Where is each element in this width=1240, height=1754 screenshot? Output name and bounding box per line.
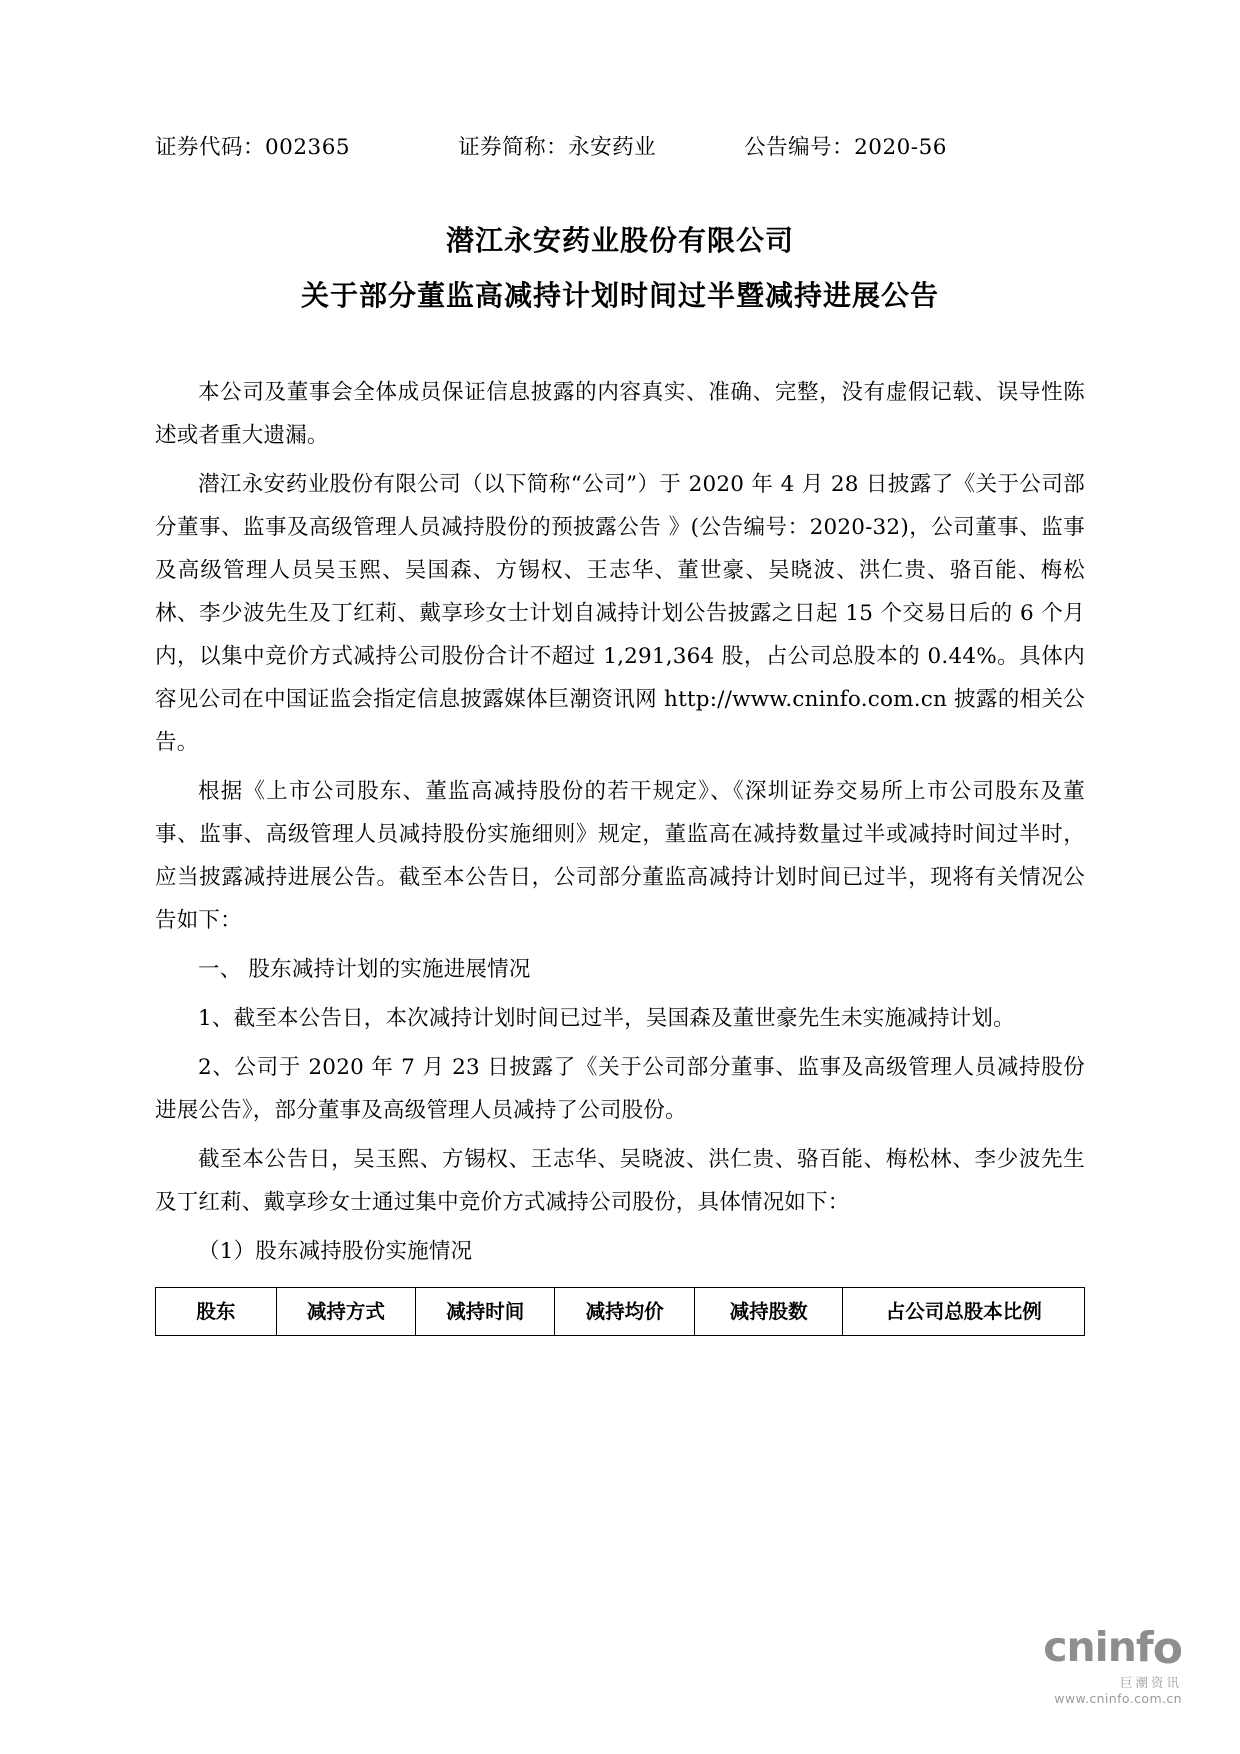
shareholder-reduction-table (155, 1287, 1085, 1336)
cninfo-logo-icon: cninfo (1043, 1623, 1182, 1674)
table-column-avg-price: 减持均价 (555, 1287, 694, 1335)
list-item-2: 2、公司于 2020 年 7 月 23 日披露了《关于公司部分董事、监事及高级管理人员减持股份进展公告》，部分董事及高级管理人员减持了公司股份。 (155, 1054, 1085, 1123)
cninfo-logo-url: www.cninfo.com.cn (1054, 1691, 1182, 1706)
paragraph-background: 潜江永安药业股份有限公司（以下简称“公司”）于 2020 年 4 月 28 日披露了《关于公司部分董事、监事及高级管理人员减持股份的预披露公告 》(公告编号：2020-32)，公司董事、监事及高级管理人员吴玉熙、吴国森、方锡权、王志华、董世豪、吴晓波、洪仁贵、骆百能、梅松林、李少波先生及丁红莉、戴享珍女士计划自减持计划公告披露之日起 15 个交易日后的 6 个月内，以集中竞价方式减持公司股份合计不超过 1,291,364 股，占公司总股本的 0.44%。具体内容见公司在中国证监会指定信息披露媒体巨潮资讯网 http://www.cninfo.com.cn 披露的相关公告。 (155, 471, 1085, 755)
document-title (155, 219, 1085, 319)
table-column-shares: 减持股数 (694, 1287, 843, 1335)
table-column-shareholder: 股东 (156, 1287, 277, 1335)
notice-number: 公告编号：2020-56 (744, 135, 947, 160)
company-name-title: 潜江永安药业股份有限公司 (445, 224, 794, 257)
subsection-heading-1: （1）股东减持股份实施情况 (198, 1238, 473, 1264)
section-heading-one: 一、 股东减持计划的实施进展情况 (198, 956, 531, 982)
paragraph-disclaimer: 本公司及董事会全体成员保证信息披露的内容真实、准确、完整，没有虚假记载、误导性陈述或者重大遗漏。 (155, 379, 1085, 448)
cninfo-logo-subtitle: 巨潮资讯 (1119, 1675, 1182, 1690)
security-abbreviation: 证券简称：永安药业 (458, 135, 657, 160)
table-column-method: 减持方式 (276, 1287, 415, 1335)
announcement-title: 关于部分董监高减持计划时间过半暨减持进展公告 (300, 278, 939, 312)
table-header-row (156, 1287, 1085, 1335)
paragraph-regulations: 根据《上市公司股东、董监高减持股份的若干规定》、《深圳证券交易所上市公司股东及董事、监事、高级管理人员减持股份实施细则》规定，董监高在减持数量过半或减持时间过半时，应当披露减持进展公告。截至本公告日，公司部分董监高减持计划时间已过半，现将有关情况公告如下： (155, 778, 1085, 933)
table-column-time: 减持时间 (416, 1287, 555, 1335)
table-column-ratio: 占公司总股本比例 (843, 1287, 1085, 1335)
list-item-1: 1、截至本公告日，本次减持计划时间已过半，吴国森及董世豪先生未实施减持计划。 (198, 1005, 1015, 1031)
document-header (155, 130, 1085, 161)
cninfo-watermark (1043, 1623, 1182, 1706)
paragraph-reduction-summary: 截至本公告日，吴玉熙、方锡权、王志华、吴晓波、洪仁贵、骆百能、梅松林、李少波先生及丁红莉、戴享珍女士通过集中竞价方式减持公司股份，具体情况如下： (155, 1146, 1085, 1215)
security-code: 证券代码：002365 (155, 135, 351, 160)
